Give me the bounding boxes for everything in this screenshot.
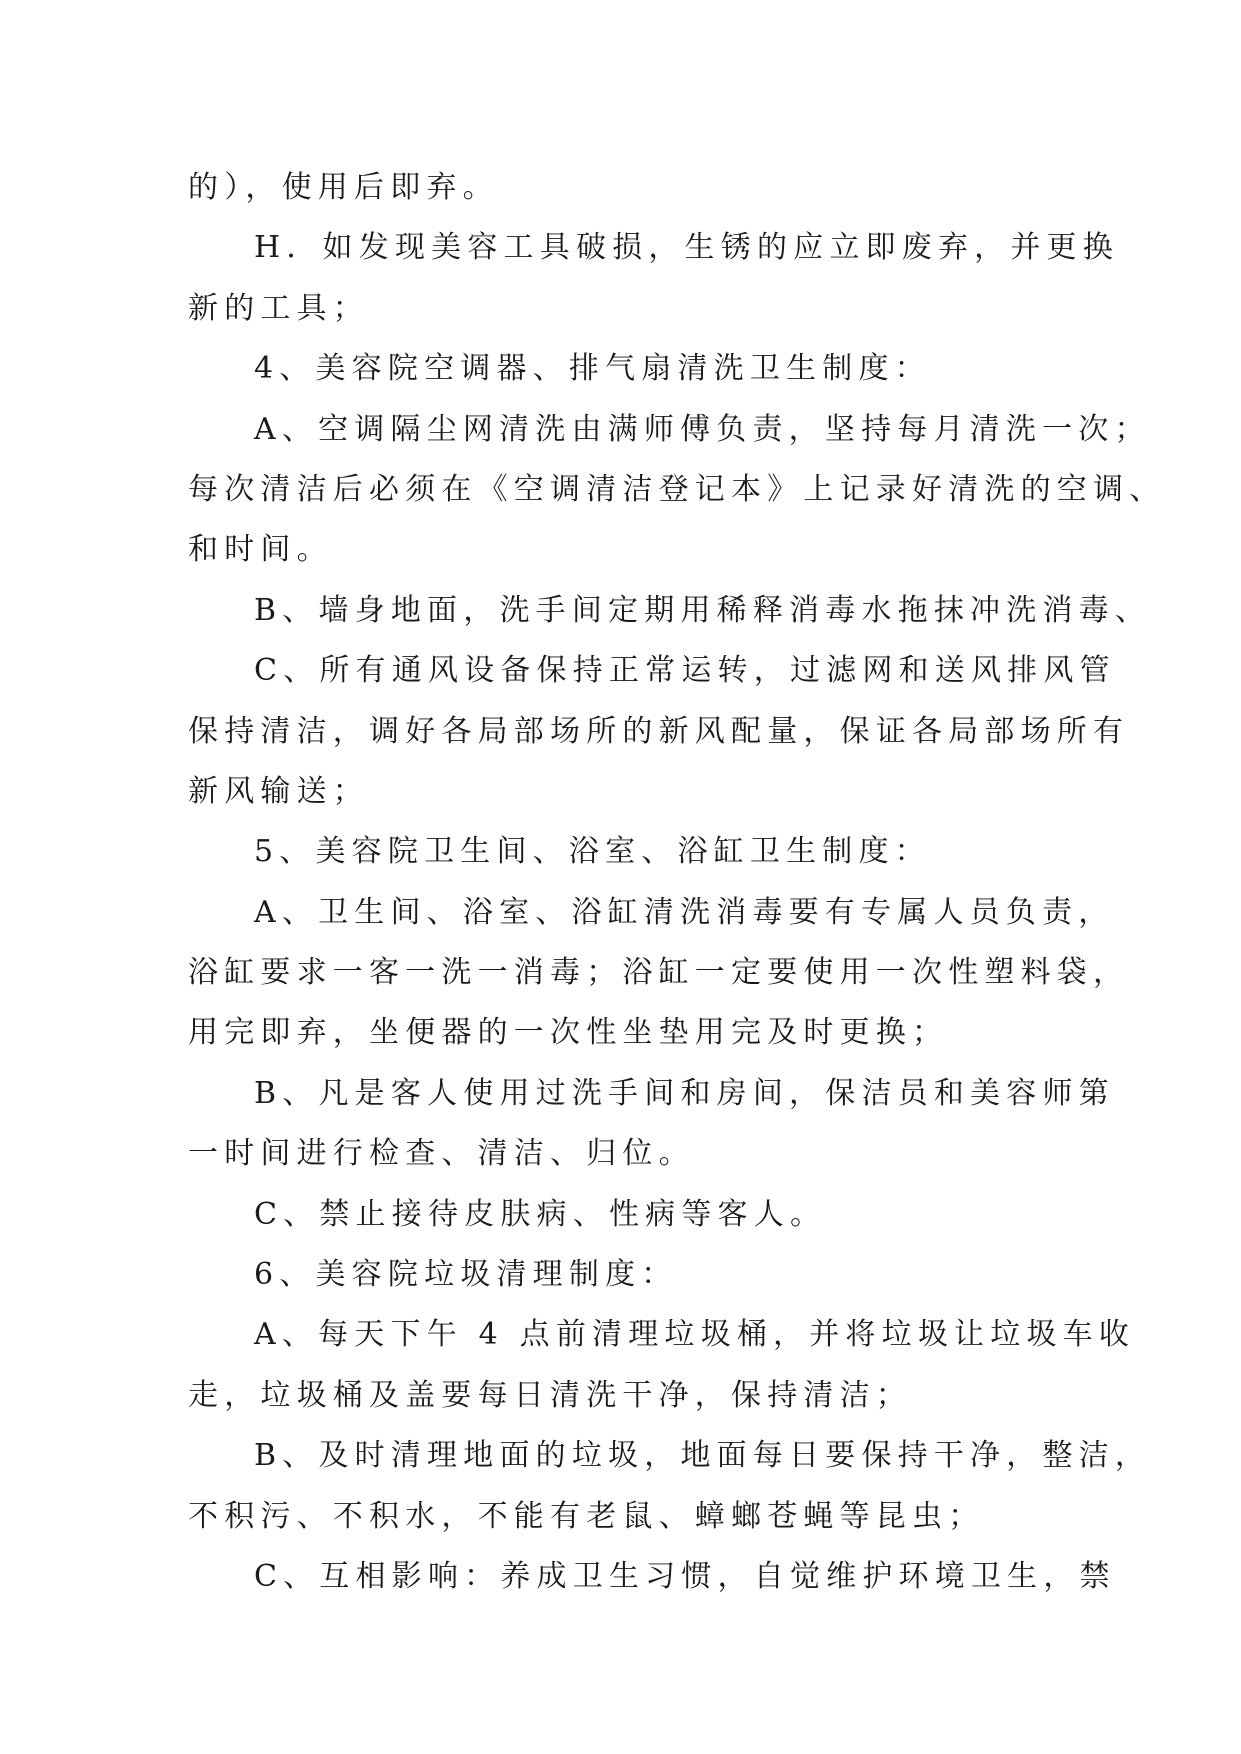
body-text	[188, 158, 1166, 1607]
text-line: B、及时清理地面的垃圾，地面每日要保持干净，整洁，	[254, 1438, 1152, 1474]
text-line: 和时间。	[188, 532, 333, 568]
text-line: B、凡是客人使用过洗手间和房间，保洁员和美容师第	[254, 1075, 1115, 1111]
text-line: C、禁止接待皮肤病、性病等客人。	[254, 1196, 827, 1232]
section-heading: 4、美容院空调器、排气扇清洗卫生制度：	[254, 351, 931, 387]
text-line: A、卫生间、浴室、浴缸清洗消毒要有专属人员负责，	[254, 894, 1115, 930]
section-heading: 5、美容院卫生间、浴室、浴缸卫生制度：	[254, 834, 931, 870]
text-line: 的），使用后即弃。	[188, 170, 499, 205]
section-heading: 6、美容院垃圾清理制度：	[254, 1257, 678, 1293]
text-line: A、每天下午 4 点前清理垃圾桶，并将垃圾让垃圾车收	[254, 1317, 1136, 1353]
text-line: H．如发现美容工具破损，生锈的应立即废弃，并更换	[254, 230, 1119, 266]
text-line: 不积污、不积水，不能有老鼠、蟑螂苍蝇等昆虫；	[188, 1498, 985, 1534]
text-line: 一时间进行检查、清洁、归位。	[188, 1136, 695, 1172]
text-line: B、墙身地面，洗手间定期用稀释消毒水拖抹冲洗消毒、	[254, 592, 1152, 628]
text-line: A、空调隔尘网清洗由满师傅负责，坚持每月清洗一次；	[254, 411, 1151, 447]
text-line: 浴缸要求一客一洗一消毒；浴缸一定要使用一次性塑料袋，	[188, 955, 1130, 991]
text-line: 新的工具；	[188, 290, 369, 326]
text-line: 每次清洁后必须在《空调清洁登记本》上记录好清洗的空调、	[188, 471, 1166, 507]
text-line: 用完即弃，坐便器的一次性坐垫用完及时更换；	[188, 1015, 949, 1051]
text-line: 新风输送；	[188, 773, 369, 809]
text-line: 保持清洁，调好各局部场所的新风配量，保证各局部场所有	[188, 713, 1130, 749]
text-line: 走，垃圾桶及盖要每日清洗干净，保持清洁；	[188, 1377, 912, 1413]
text-line: C、互相影响：养成卫生习惯，自觉维护环境卫生，禁	[254, 1558, 1116, 1594]
text-line: C、所有通风设备保持正常运转，过滤网和送风排风管	[254, 653, 1116, 689]
